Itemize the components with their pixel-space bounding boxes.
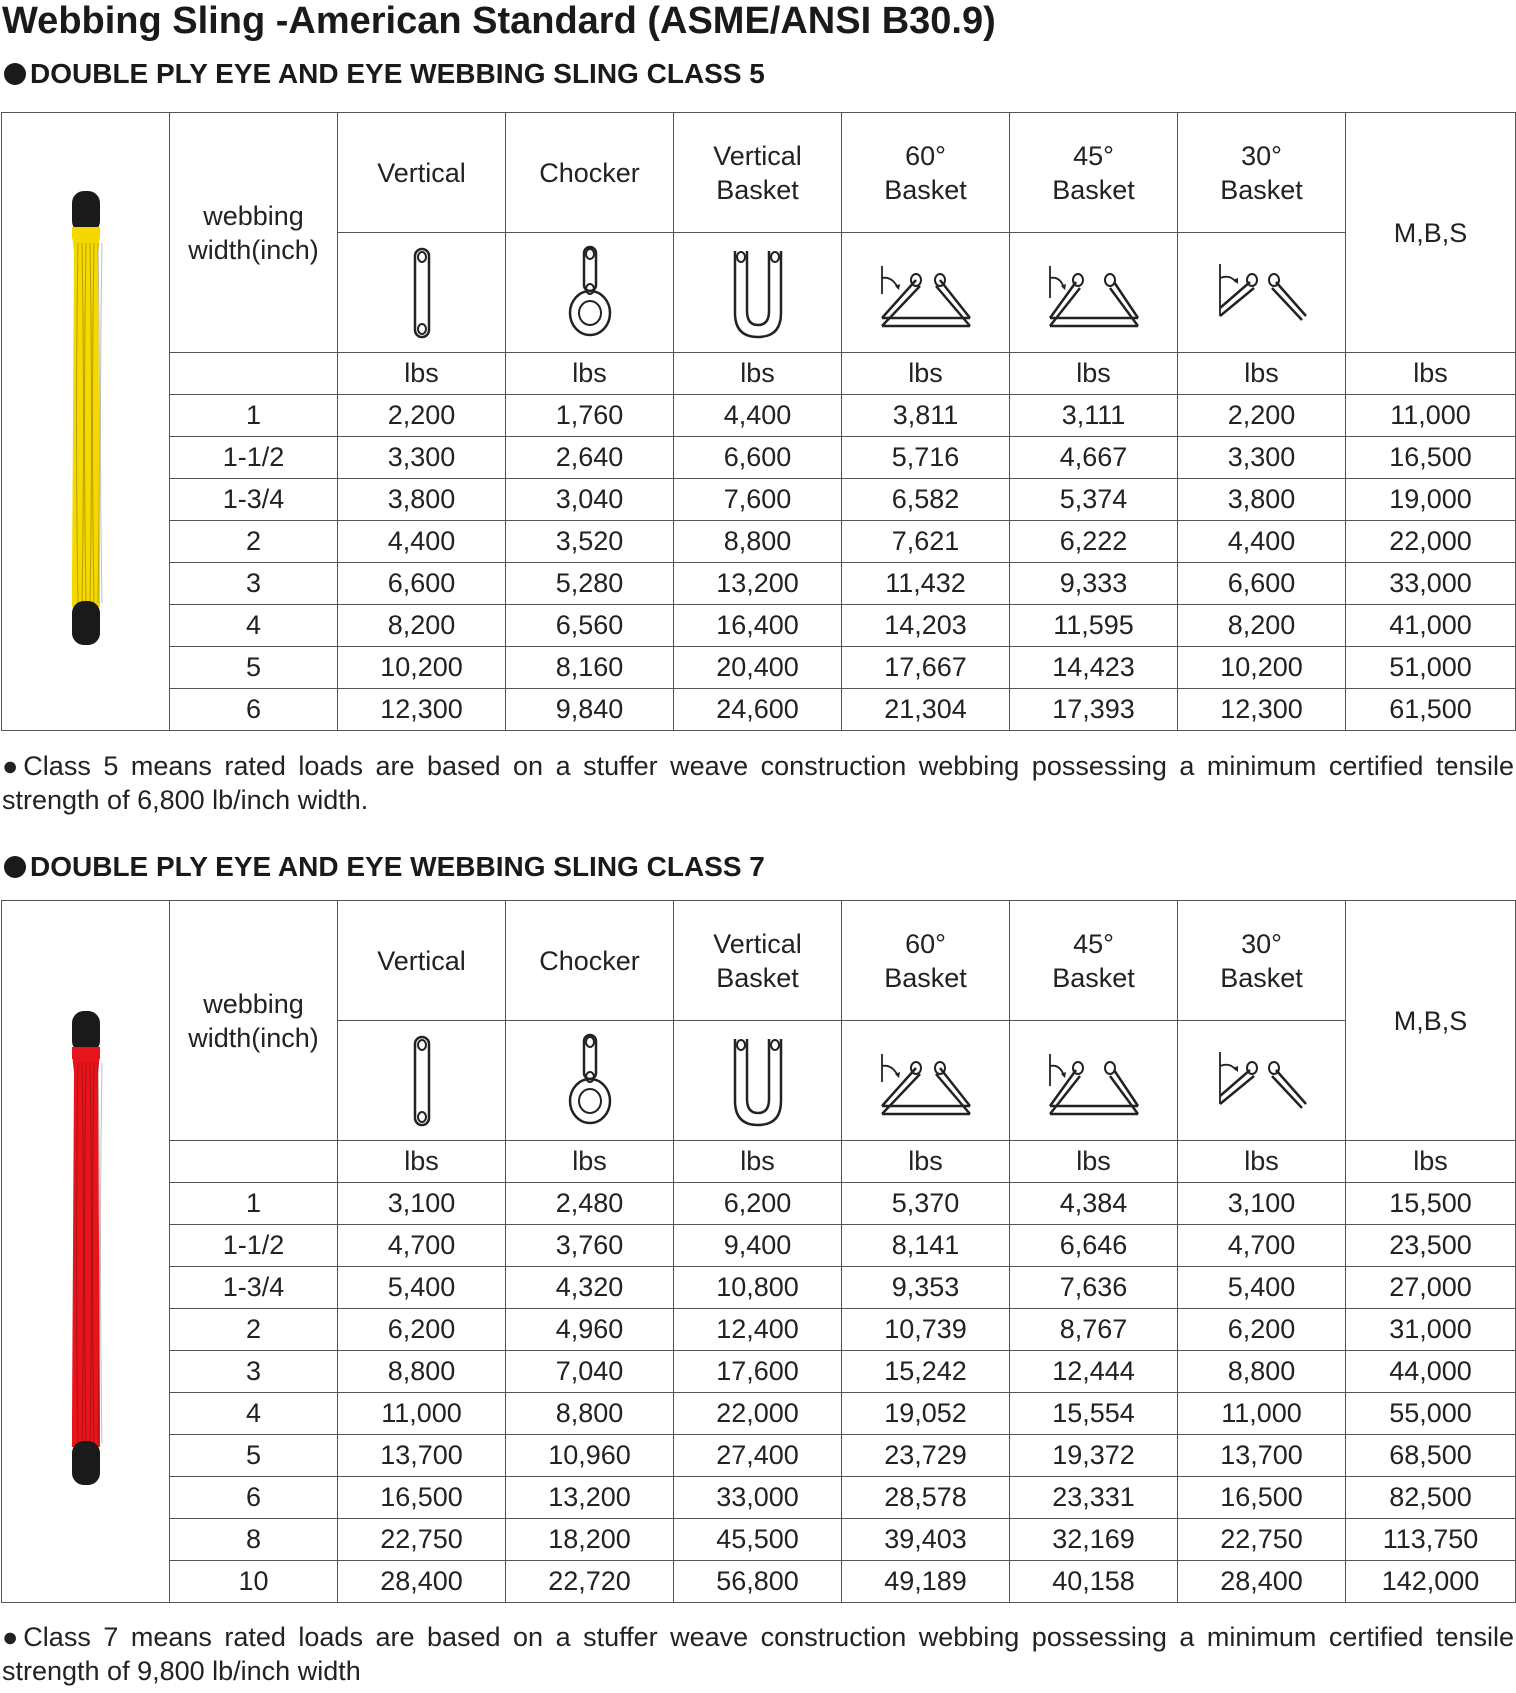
load-cell: 10,739 xyxy=(842,1309,1010,1351)
unit-label: lbs xyxy=(1178,1141,1346,1183)
load-cell: 41,000 xyxy=(1346,605,1516,647)
width-cell: 2 xyxy=(170,521,338,563)
width-header: webbing width(inch) xyxy=(170,901,338,1141)
load-cell: 68,500 xyxy=(1346,1435,1516,1477)
load-cell: 6,600 xyxy=(338,563,506,605)
load-cell: 5,400 xyxy=(1178,1267,1346,1309)
load-cell: 9,353 xyxy=(842,1267,1010,1309)
load-cell: 5,280 xyxy=(506,563,674,605)
table-row xyxy=(2,1309,1516,1351)
load-cell: 19,052 xyxy=(842,1393,1010,1435)
load-cell: 19,000 xyxy=(1346,479,1516,521)
load-cell: 21,304 xyxy=(842,689,1010,731)
load-cell: 5,370 xyxy=(842,1183,1010,1225)
width-cell: 6 xyxy=(170,1477,338,1519)
load-cell: 15,500 xyxy=(1346,1183,1516,1225)
table-row xyxy=(2,647,1516,689)
load-cell: 2,480 xyxy=(506,1183,674,1225)
table-row xyxy=(2,395,1516,437)
unit-label: lbs xyxy=(842,353,1010,395)
width-cell: 1-1/2 xyxy=(170,1225,338,1267)
sling-image-cell xyxy=(2,901,170,1603)
load-cell: 1,760 xyxy=(506,395,674,437)
load-cell: 8,800 xyxy=(506,1393,674,1435)
unit-label: lbs xyxy=(1346,353,1516,395)
basket-45-icon xyxy=(1010,258,1177,328)
load-cell: 3,300 xyxy=(1178,437,1346,479)
sling-image-cell xyxy=(2,113,170,731)
load-cell: 22,000 xyxy=(674,1393,842,1435)
basket-60-header: 60° Basket xyxy=(842,113,1010,233)
table-row xyxy=(2,521,1516,563)
chocker-header: Chocker xyxy=(506,901,674,1021)
load-cell: 39,403 xyxy=(842,1519,1010,1561)
load-cell: 6,200 xyxy=(674,1183,842,1225)
load-cell: 44,000 xyxy=(1346,1351,1516,1393)
load-cell: 4,320 xyxy=(506,1267,674,1309)
load-cell: 3,811 xyxy=(842,395,1010,437)
load-cell: 82,500 xyxy=(1346,1477,1516,1519)
unit-blank xyxy=(170,353,338,395)
load-cell: 61,500 xyxy=(1346,689,1516,731)
load-cell: 8,200 xyxy=(338,605,506,647)
table-row xyxy=(2,605,1516,647)
table-row xyxy=(2,1393,1516,1435)
load-cell: 3,040 xyxy=(506,479,674,521)
load-cell: 10,200 xyxy=(1178,647,1346,689)
load-cell: 9,840 xyxy=(506,689,674,731)
vertical-basket-icon xyxy=(674,1031,841,1131)
load-cell: 5,400 xyxy=(338,1267,506,1309)
load-cell: 6,200 xyxy=(1178,1309,1346,1351)
load-cell: 3,100 xyxy=(338,1183,506,1225)
page-title: Webbing Sling -American Standard (ASME/ANSI B30.9) xyxy=(2,0,996,42)
vertical-sling-icon xyxy=(338,1031,505,1131)
load-cell: 28,578 xyxy=(842,1477,1010,1519)
load-cell: 6,560 xyxy=(506,605,674,647)
load-cell: 8,141 xyxy=(842,1225,1010,1267)
vertical-header: Vertical xyxy=(338,113,506,233)
load-table-class7 xyxy=(1,900,1516,1603)
vertical-basket-icon xyxy=(674,243,841,343)
load-cell: 23,729 xyxy=(842,1435,1010,1477)
section-heading-class5 xyxy=(4,58,765,90)
width-cell: 5 xyxy=(170,647,338,689)
load-cell: 8,800 xyxy=(1178,1351,1346,1393)
load-cell: 4,667 xyxy=(1010,437,1178,479)
load-cell: 55,000 xyxy=(1346,1393,1516,1435)
load-cell: 17,393 xyxy=(1010,689,1178,731)
load-cell: 32,169 xyxy=(1010,1519,1178,1561)
load-cell: 56,800 xyxy=(674,1561,842,1603)
load-cell: 13,700 xyxy=(338,1435,506,1477)
load-cell: 4,960 xyxy=(506,1309,674,1351)
load-cell: 10,200 xyxy=(338,647,506,689)
load-cell: 13,200 xyxy=(506,1477,674,1519)
unit-label: lbs xyxy=(1010,1141,1178,1183)
yellow-sling-icon xyxy=(58,629,114,659)
table-row xyxy=(2,479,1516,521)
load-cell: 33,000 xyxy=(674,1477,842,1519)
unit-label: lbs xyxy=(506,353,674,395)
load-cell: 8,160 xyxy=(506,647,674,689)
load-cell: 11,595 xyxy=(1010,605,1178,647)
load-cell: 4,700 xyxy=(338,1225,506,1267)
load-cell: 22,000 xyxy=(1346,521,1516,563)
table-row xyxy=(2,1225,1516,1267)
load-cell: 16,500 xyxy=(1346,437,1516,479)
load-cell: 27,000 xyxy=(1346,1267,1516,1309)
load-cell: 3,520 xyxy=(506,521,674,563)
load-cell: 22,720 xyxy=(506,1561,674,1603)
load-cell: 3,111 xyxy=(1010,395,1178,437)
unit-label: lbs xyxy=(842,1141,1010,1183)
width-header: webbing width(inch) xyxy=(170,113,338,353)
table-row xyxy=(2,1477,1516,1519)
load-cell: 142,000 xyxy=(1346,1561,1516,1603)
unit-label: lbs xyxy=(674,353,842,395)
unit-label: lbs xyxy=(338,1141,506,1183)
section-heading-text: DOUBLE PLY EYE AND EYE WEBBING SLING CLASS 5 xyxy=(30,58,765,89)
width-cell: 1 xyxy=(170,395,338,437)
basket-45-header: 45° Basket xyxy=(1010,901,1178,1021)
load-cell: 49,189 xyxy=(842,1561,1010,1603)
table-row xyxy=(2,1267,1516,1309)
chocker-header: Chocker xyxy=(506,113,674,233)
basket-60-icon xyxy=(842,258,1009,328)
load-cell: 13,200 xyxy=(674,563,842,605)
table-row xyxy=(2,1435,1516,1477)
load-cell: 27,400 xyxy=(674,1435,842,1477)
load-cell: 10,960 xyxy=(506,1435,674,1477)
table-row xyxy=(2,437,1516,479)
load-cell: 6,600 xyxy=(674,437,842,479)
load-cell: 16,400 xyxy=(674,605,842,647)
load-cell: 12,444 xyxy=(1010,1351,1178,1393)
table-row xyxy=(2,563,1516,605)
vertical-header: Vertical xyxy=(338,901,506,1021)
width-cell: 6 xyxy=(170,689,338,731)
load-cell: 4,384 xyxy=(1010,1183,1178,1225)
table-row xyxy=(2,689,1516,731)
load-cell: 31,000 xyxy=(1346,1309,1516,1351)
load-cell: 22,750 xyxy=(1178,1519,1346,1561)
section-heading-text: DOUBLE PLY EYE AND EYE WEBBING SLING CLASS 7 xyxy=(30,851,765,882)
chocker-sling-icon xyxy=(506,243,673,343)
load-cell: 14,423 xyxy=(1010,647,1178,689)
basket-60-icon xyxy=(842,1046,1009,1116)
basket-30-header: 30° Basket xyxy=(1178,113,1346,233)
unit-label: lbs xyxy=(1346,1141,1516,1183)
mbs-header: M,B,S xyxy=(1346,113,1516,353)
bullet-icon xyxy=(4,63,26,85)
load-cell: 17,600 xyxy=(674,1351,842,1393)
load-cell: 16,500 xyxy=(338,1477,506,1519)
load-cell: 8,200 xyxy=(1178,605,1346,647)
table-row xyxy=(2,1561,1516,1603)
width-cell: 1-1/2 xyxy=(170,437,338,479)
load-cell: 2,200 xyxy=(338,395,506,437)
load-cell: 4,400 xyxy=(674,395,842,437)
basket-60-header: 60° Basket xyxy=(842,901,1010,1021)
load-cell: 28,400 xyxy=(338,1561,506,1603)
width-cell: 1 xyxy=(170,1183,338,1225)
load-cell: 22,750 xyxy=(338,1519,506,1561)
load-cell: 7,040 xyxy=(506,1351,674,1393)
load-cell: 16,500 xyxy=(1178,1477,1346,1519)
unit-label: lbs xyxy=(506,1141,674,1183)
load-cell: 8,767 xyxy=(1010,1309,1178,1351)
load-cell: 19,372 xyxy=(1010,1435,1178,1477)
load-cell: 3,800 xyxy=(1178,479,1346,521)
load-cell: 12,400 xyxy=(674,1309,842,1351)
width-cell: 5 xyxy=(170,1435,338,1477)
load-cell: 6,200 xyxy=(338,1309,506,1351)
load-cell: 20,400 xyxy=(674,647,842,689)
load-cell: 6,582 xyxy=(842,479,1010,521)
load-cell: 3,100 xyxy=(1178,1183,1346,1225)
vertical-basket-header: Vertical Basket xyxy=(674,901,842,1021)
table-row xyxy=(2,1519,1516,1561)
width-cell: 8 xyxy=(170,1519,338,1561)
table-row xyxy=(2,1351,1516,1393)
load-cell: 51,000 xyxy=(1346,647,1516,689)
load-cell: 12,300 xyxy=(1178,689,1346,731)
basket-45-header: 45° Basket xyxy=(1010,113,1178,233)
basket-30-icon xyxy=(1178,1046,1345,1116)
load-cell: 2,640 xyxy=(506,437,674,479)
load-cell: 3,800 xyxy=(338,479,506,521)
load-cell: 14,203 xyxy=(842,605,1010,647)
load-table-class5 xyxy=(1,112,1516,731)
load-cell: 28,400 xyxy=(1178,1561,1346,1603)
unit-blank xyxy=(170,1141,338,1183)
load-cell: 3,300 xyxy=(338,437,506,479)
basket-30-header: 30° Basket xyxy=(1178,901,1346,1021)
load-cell: 9,333 xyxy=(1010,563,1178,605)
load-cell: 12,300 xyxy=(338,689,506,731)
load-cell: 23,331 xyxy=(1010,1477,1178,1519)
load-cell: 11,000 xyxy=(338,1393,506,1435)
load-cell: 5,374 xyxy=(1010,479,1178,521)
load-cell: 17,667 xyxy=(842,647,1010,689)
width-cell: 4 xyxy=(170,605,338,647)
section-heading-class7 xyxy=(4,851,765,883)
basket-45-icon xyxy=(1010,1046,1177,1116)
width-cell: 2 xyxy=(170,1309,338,1351)
class5-note: ●Class 5 means rated loads are based on a stuffer weave construction webbing possessing a minimum certified tensile strength of 6,800 lb/inch width. xyxy=(2,751,1514,815)
load-cell: 11,000 xyxy=(1178,1393,1346,1435)
load-cell: 45,500 xyxy=(674,1519,842,1561)
load-cell: 4,400 xyxy=(338,521,506,563)
unit-label: lbs xyxy=(1178,353,1346,395)
load-cell: 23,500 xyxy=(1346,1225,1516,1267)
load-cell: 7,600 xyxy=(674,479,842,521)
load-cell: 33,000 xyxy=(1346,563,1516,605)
width-cell: 1-3/4 xyxy=(170,479,338,521)
width-cell: 3 xyxy=(170,1351,338,1393)
load-cell: 8,800 xyxy=(674,521,842,563)
vertical-sling-icon xyxy=(338,243,505,343)
load-cell: 2,200 xyxy=(1178,395,1346,437)
load-cell: 10,800 xyxy=(674,1267,842,1309)
red-sling-icon xyxy=(58,1469,114,1499)
load-cell: 7,636 xyxy=(1010,1267,1178,1309)
chocker-sling-icon xyxy=(506,1031,673,1131)
load-cell: 8,800 xyxy=(338,1351,506,1393)
width-cell: 3 xyxy=(170,563,338,605)
load-cell: 15,242 xyxy=(842,1351,1010,1393)
load-cell: 9,400 xyxy=(674,1225,842,1267)
load-cell: 6,600 xyxy=(1178,563,1346,605)
width-cell: 4 xyxy=(170,1393,338,1435)
unit-label: lbs xyxy=(1010,353,1178,395)
load-cell: 4,400 xyxy=(1178,521,1346,563)
load-cell: 7,621 xyxy=(842,521,1010,563)
load-cell: 6,646 xyxy=(1010,1225,1178,1267)
load-cell: 24,600 xyxy=(674,689,842,731)
basket-30-icon xyxy=(1178,258,1345,328)
bullet-icon xyxy=(4,856,26,878)
load-cell: 13,700 xyxy=(1178,1435,1346,1477)
load-cell: 4,700 xyxy=(1178,1225,1346,1267)
load-cell: 3,760 xyxy=(506,1225,674,1267)
width-cell: 1-3/4 xyxy=(170,1267,338,1309)
mbs-header: M,B,S xyxy=(1346,901,1516,1141)
load-cell: 113,750 xyxy=(1346,1519,1516,1561)
load-cell: 11,432 xyxy=(842,563,1010,605)
load-cell: 15,554 xyxy=(1010,1393,1178,1435)
unit-label: lbs xyxy=(674,1141,842,1183)
unit-label: lbs xyxy=(338,353,506,395)
load-cell: 40,158 xyxy=(1010,1561,1178,1603)
load-cell: 6,222 xyxy=(1010,521,1178,563)
load-cell: 18,200 xyxy=(506,1519,674,1561)
class7-note: ●Class 7 means rated loads are based on a stuffer weave construction webbing possessing a minimum certified tensile strength of 9,800 lb/inch width xyxy=(2,1622,1514,1686)
table-row xyxy=(2,1183,1516,1225)
load-cell: 11,000 xyxy=(1346,395,1516,437)
vertical-basket-header: Vertical Basket xyxy=(674,113,842,233)
width-cell: 10 xyxy=(170,1561,338,1603)
load-cell: 5,716 xyxy=(842,437,1010,479)
